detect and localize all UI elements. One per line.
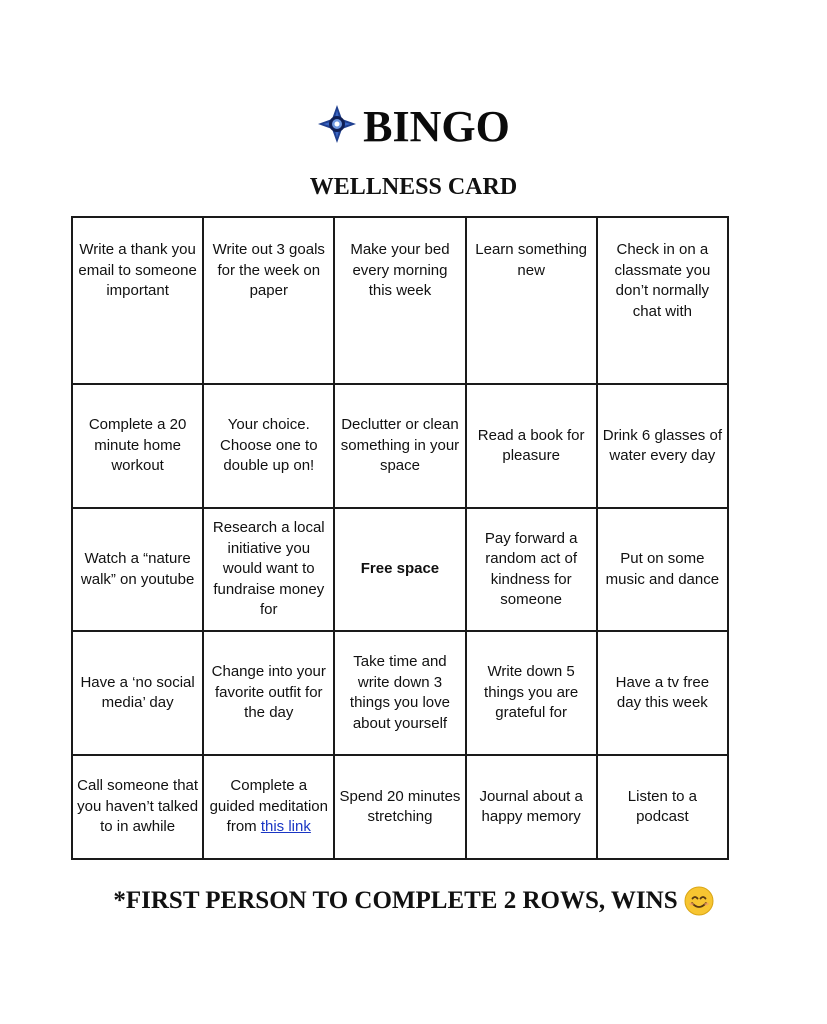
compass-star-icon [317,104,357,144]
bingo-cell[interactable]: Spend 20 minutes stretching [334,755,465,859]
bingo-cell[interactable]: Write a thank you email to someone important [72,217,203,384]
bingo-cell[interactable]: Have a ‘no social media’ day [72,631,203,755]
bingo-cell[interactable]: Have a tv free day this week [597,631,728,755]
bingo-cell[interactable]: Drink 6 glasses of water every day [597,384,728,508]
bingo-cell[interactable]: Declutter or clean something in your space [334,384,465,508]
card-header [0,100,827,154]
bingo-cell-meditation[interactable] [203,755,334,859]
card-subtitle: WELLNESS CARD [309,174,518,200]
bingo-row [72,508,728,631]
bingo-cell[interactable]: Take time and write down 3 things you love about yourself [334,631,465,755]
bingo-cell[interactable]: Research a local initiative you would want to fundraise money for [203,508,334,631]
footer-text: *FIRST PERSON TO COMPLETE 2 ROWS, WINS [113,887,678,914]
bingo-cell[interactable]: Watch a “nature walk” on youtube [72,508,203,631]
bingo-cell[interactable]: Put on some music and dance [597,508,728,631]
footer-rule [0,886,827,916]
bingo-cell[interactable]: Call someone that you haven’t talked to in awhile [72,755,203,859]
bingo-cell[interactable]: Change into your favorite outfit for the day [203,631,334,755]
page-title: BINGO [363,102,510,151]
bingo-cell[interactable]: Your choice. Choose one to double up on! [203,384,334,508]
bingo-row [72,631,728,755]
bingo-cell[interactable]: Make your bed every morning this week [334,217,465,384]
bingo-cell[interactable]: Journal about a happy memory [466,755,597,859]
free-space-cell[interactable]: Free space [334,508,465,631]
bingo-grid [71,216,729,860]
bingo-row [72,384,728,508]
bingo-cell[interactable]: Write out 3 goals for the week on paper [203,217,334,384]
bingo-cell[interactable]: Learn something new [466,217,597,384]
meditation-link[interactable]: this link [260,818,311,836]
bingo-row [72,755,728,859]
bingo-cell-text: Complete a guided meditation from [209,777,328,836]
bingo-row [72,217,728,384]
bingo-cell[interactable]: Check in on a classmate you don’t normally chat with [597,217,728,384]
bingo-cell[interactable]: Complete a 20 minute home workout [72,384,203,508]
bingo-cell[interactable]: Write down 5 things you are grateful for [466,631,597,755]
bingo-cell[interactable]: Listen to a podcast [597,755,728,859]
bingo-cell[interactable]: Pay forward a random act of kindness for someone [466,508,597,631]
smiling-face-icon [684,886,714,916]
bingo-cell[interactable]: Read a book for pleasure [466,384,597,508]
